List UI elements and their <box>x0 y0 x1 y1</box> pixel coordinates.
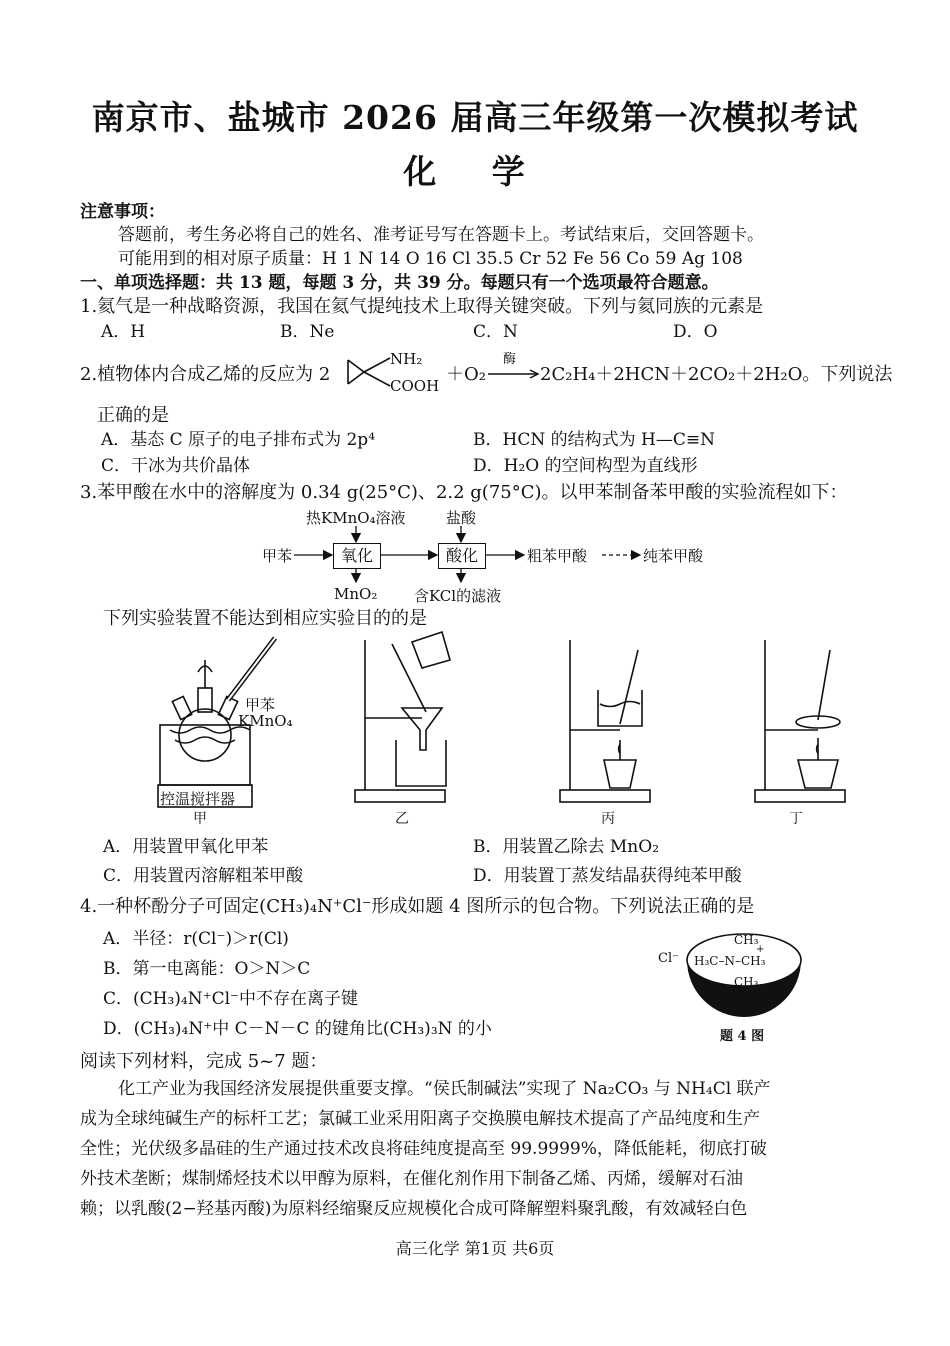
apparatus-caption-c: 丙 <box>601 811 615 827</box>
alcohol-lamp-c <box>604 760 636 788</box>
q2-nh2: NH₂ <box>390 350 423 368</box>
amino-acid-skeleton <box>346 352 392 392</box>
q4-figure-ch3-top: CH₃ <box>734 933 759 947</box>
apparatus-a-label-kmno4: KMnO₄ <box>238 712 293 730</box>
q2-products: 2C₂H₄＋2HCN＋2CO₂＋2H₂O。下列说法 <box>540 364 893 385</box>
flow-byproduct-mno2: MnO₂ <box>334 585 378 603</box>
q4-figure-cl: Cl⁻ <box>658 951 679 966</box>
q3-question: 下列实验装置不能达到相应实验目的的是 <box>103 608 427 629</box>
notice-heading: 注意事项： <box>80 202 165 222</box>
apparatus-caption-d: 丁 <box>789 811 803 827</box>
reading-line-4: 外技术垄断；煤制烯烃技术以甲醇为原料，在催化剂作用下制备乙烯、丙烯，缓解对石油 <box>80 1169 743 1189</box>
flow-start-toluene: 甲苯 <box>262 547 293 565</box>
q1-option-d: D．O <box>673 322 718 342</box>
glass-rod <box>392 644 426 712</box>
flow-crude-product: 粗苯甲酸 <box>527 547 588 565</box>
q2-stem-prefix: 2.植物体内合成乙烯的反应为 2 <box>80 364 331 385</box>
apparatus-figure <box>150 630 850 830</box>
q4-figure-plus: + <box>756 944 765 955</box>
flow-pure-product: 纯苯甲酸 <box>643 547 704 565</box>
page-footer: 高三化学 第1页 共6页 <box>395 1239 555 1258</box>
q1-stem: 1.氦气是一种战略资源，我国在氦气提纯技术上取得关键突破。下列与氦同族的元素是 <box>80 296 764 317</box>
stirrer-water-bath <box>160 725 250 785</box>
alcohol-lamp-d <box>798 760 838 788</box>
stir-rod-c <box>620 650 638 724</box>
q4-figure-caption: 题 4 图 <box>720 1029 765 1044</box>
filter-funnel <box>402 708 442 750</box>
q2-option-d: D．H₂O 的空间构型为直线形 <box>473 456 698 476</box>
reaction-arrow <box>488 368 540 380</box>
heat-lines <box>619 744 819 754</box>
q3-option-a: A．用装置甲氧化甲苯 <box>103 837 269 857</box>
q2-plus-o2: ＋O₂ <box>446 364 486 385</box>
flow-step-acidification: 酸化 <box>438 543 486 569</box>
pouring-beaker <box>412 632 450 668</box>
q2-option-b: B．HCN 的结构式为 H—C≡N <box>473 430 715 450</box>
section-heading: 一、单项选择题：共 13 题，每题 3 分，共 39 分。每题只有一个选项最符合题意。 <box>80 273 719 293</box>
apparatus-caption-a: 甲 <box>193 811 207 827</box>
flow-reagent-kmno4: 热KMnO₄溶液 <box>306 509 406 527</box>
subject-title: 化 学 <box>403 152 547 191</box>
stand-base-b <box>355 790 445 802</box>
q3-option-d: D．用装置丁蒸发结晶获得纯苯甲酸 <box>473 866 742 886</box>
notice-line-1: 答题前，考生务必将自己的姓名、准考证号写在答题卡上。考试结束后，交回答题卡。 <box>118 225 764 245</box>
q1-option-b: B．Ne <box>280 322 335 342</box>
q4-figure-ch3-bottom: CH₃ <box>734 975 759 989</box>
flow-reagent-hcl: 盐酸 <box>446 509 477 527</box>
q4-option-d: D．(CH₃)₄N⁺中 C－N－C 的键角比(CH₃)₃N 的小 <box>103 1019 492 1039</box>
q2-option-a: A．基态 C 原子的电子排布式为 2p⁴ <box>101 430 376 450</box>
q4-figure-center: H₃C–N–CH₃ <box>694 954 766 968</box>
q1-option-a: A．H <box>101 322 146 342</box>
notice-line-2: 可能用到的相对原子质量：H 1 N 14 O 16 Cl 35.5 Cr 52 Fe 56 Co 59 Ag 108 <box>118 249 743 269</box>
reading-line-1: 化工产业为我国经济发展提供重要支撑。“侯氏制碱法”实现了 Na₂CO₃ 与 NH₄Cl 联产 <box>118 1079 771 1099</box>
q2-stem-cont: 正确的是 <box>97 405 169 426</box>
q4-option-b: B．第一电离能：O＞N＞C <box>103 959 311 979</box>
q4-option-a: A．半径：r(Cl⁻)＞r(Cl) <box>103 929 289 949</box>
beaker-c <box>598 690 642 726</box>
page-title: 南京市、盐城市 2026 届高三年级第一次模拟考试 <box>91 98 859 137</box>
reading-line-5: 赖；以乳酸(2−羟基丙酸)为原料经缩聚反应规模化合成可降解塑料聚乳酸，有效减轻白色 <box>80 1199 748 1219</box>
q2-enzyme-label: 酶 <box>503 352 517 367</box>
q4-option-c: C．(CH₃)₄N⁺Cl⁻中不存在离子键 <box>103 989 358 1009</box>
q3-option-b: B．用装置乙除去 MnO₂ <box>473 837 660 857</box>
reading-intro: 阅读下列材料，完成 5~7 题： <box>80 1051 328 1072</box>
q3-stem: 3.苯甲酸在水中的溶解度为 0.34 g(25°C)、2.2 g(75°C)。以甲苯制备苯甲酸的实验流程如下： <box>80 482 848 503</box>
flow-byproduct-filtrate: 含KCl的滤液 <box>414 587 502 605</box>
reading-line-3: 全性；光伏级多晶硅的生产通过技术改良将硅纯度提高至 99.9999%，降低能耗，彻底打破 <box>80 1139 767 1159</box>
q1-option-c: C．N <box>473 322 518 342</box>
beaker-b <box>396 740 446 786</box>
reading-line-2: 成为全球纯碱生产的标杆工艺；氯碱工业采用阳离子交换膜电解技术提高了产品纯度和生产 <box>80 1109 760 1129</box>
q2-option-c: C．干冰为共价晶体 <box>101 456 251 476</box>
q3-option-c: C．用装置丙溶解粗苯甲酸 <box>103 866 304 886</box>
flow-step-oxidation: 氧化 <box>333 543 381 569</box>
apparatus-a-label-toluene: 甲苯 <box>245 696 276 714</box>
q4-stem: 4.一种杯酚分子可固定(CH₃)₄N⁺Cl⁻形成如题 4 图所示的包合物。下列说法正确的是 <box>80 896 755 917</box>
apparatus-a-label-stirrer: 控温搅拌器 <box>160 790 236 808</box>
q2-cooh: COOH <box>390 377 440 395</box>
flow-arrows <box>290 520 650 590</box>
apparatus-caption-b: 乙 <box>395 811 409 827</box>
